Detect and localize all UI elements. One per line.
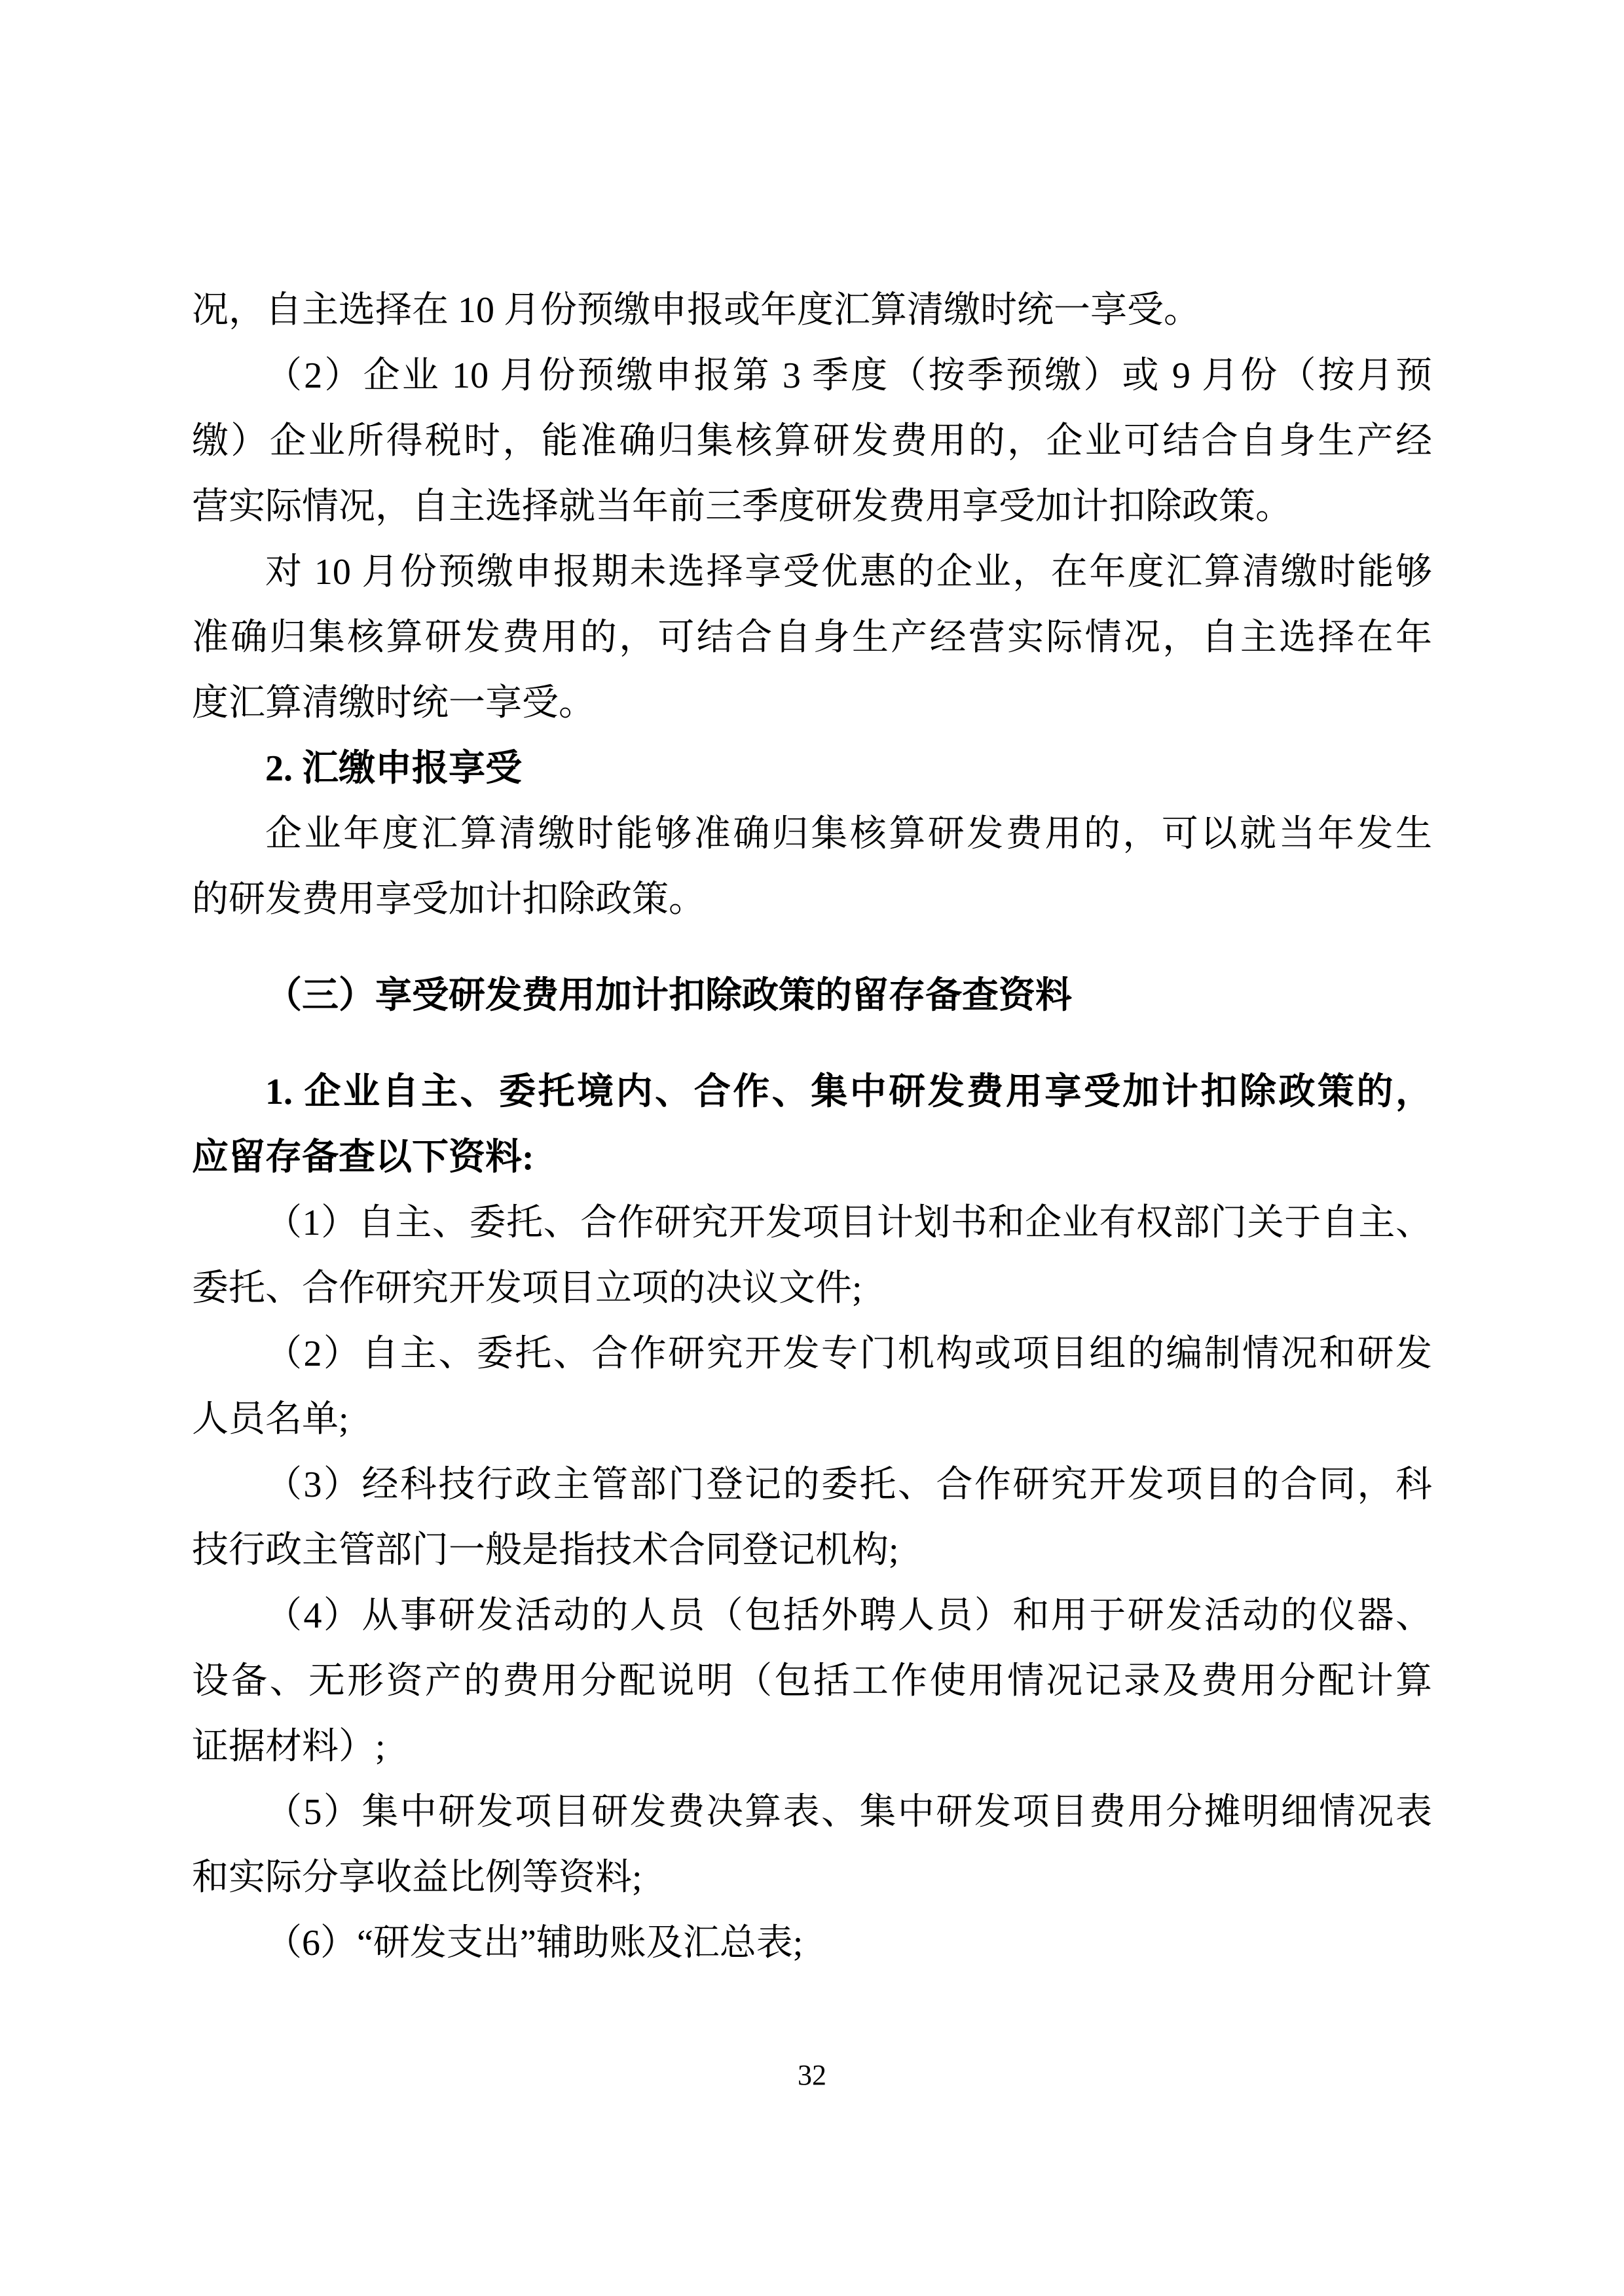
line-02: （2）企业 10 月份预缴申报第 3 季度（按季预缴）或 9 月份（按月预 (265, 355, 1432, 396)
line-23: （5）集中研发项目研发费决算表、集中研发项目费用分摊明细情况表 (265, 1792, 1432, 1832)
line-15: 委托、合作研究开发项目立项的决议文件; (192, 1268, 862, 1309)
line-07: 度汇算清缴时统一享受。 (192, 683, 595, 723)
document-body (192, 278, 1432, 1976)
line-05: 对 10 月份预缴申报期未选择享受优惠的企业，在年度汇算清缴时能够 (265, 552, 1432, 592)
line-20: （4）从事研发活动的人员（包括外聘人员）和用于研发活动的仪器、 (265, 1595, 1432, 1636)
line-24: 和实际分享收益比例等资料; (192, 1857, 642, 1898)
line-16: （2）自主、委托、合作研究开发专门机构或项目组的编制情况和研发 (265, 1334, 1432, 1374)
line-21: 设备、无形资产的费用分配说明（包括工作使用情况记录及费用分配计算 (192, 1661, 1432, 1702)
subheading-huijiao-shenbao: 2. 汇缴申报享受 (265, 748, 522, 789)
line-01: 况，自主选择在 10 月份预缴申报或年度汇算清缴时统一享受。 (192, 290, 1200, 331)
line-17: 人员名单; (192, 1399, 349, 1440)
line-03: 缴）企业所得税时，能准确归集核算研发费用的，企业可结合自身生产经 (192, 421, 1432, 462)
line-10: 的研发费用享受加计扣除政策。 (192, 879, 705, 920)
page-number: 32 (798, 2059, 826, 2091)
section-heading-liucun-beicha: （三）享受研发费用加计扣除政策的留存备查资料 (265, 975, 1072, 1016)
line-18: （3）经科技行政主管部门登记的委托、合作研究开发项目的合同，科 (265, 1465, 1432, 1505)
line-25: （6）“研发支出”辅助账及汇总表; (265, 1923, 803, 1963)
line-19: 技行政主管部门一般是指技术合同登记机构; (192, 1530, 899, 1571)
line-22: 证据材料）; (192, 1726, 386, 1767)
line-14: （1）自主、委托、合作研究开发项目计划书和企业有权部门关于自主、 (265, 1203, 1432, 1243)
line-13: 应留存备查以下资料: (192, 1137, 534, 1178)
line-09: 企业年度汇算清缴时能够准确归集核算研发费用的，可以就当年发生 (265, 814, 1432, 854)
subheading-item-1: 1. 企业自主、委托境内、合作、集中研发费用享受加计扣除政策的， (265, 1072, 1432, 1112)
line-04: 营实际情况，自主选择就当年前三季度研发费用享受加计扣除政策。 (192, 486, 1292, 527)
line-06: 准确归集核算研发费用的，可结合自身生产经营实际情况，自主选择在年 (192, 617, 1432, 658)
